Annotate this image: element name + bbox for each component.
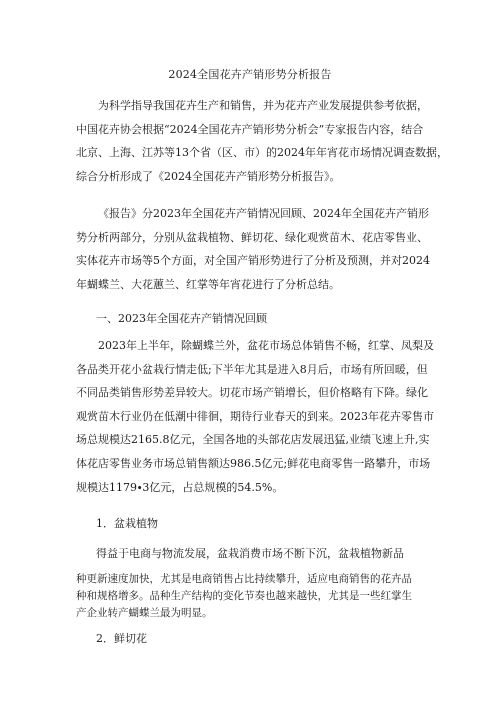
section-heading: 一、2023年全国花卉产销情况回顾 bbox=[96, 312, 267, 325]
report-line: 实体花卉市场等5个方面，对全国产销形势进行了分析及预测，并对2024 bbox=[76, 254, 430, 268]
subsection-paragraph bbox=[76, 571, 436, 622]
subsection-line: 种更新速度加快，尤其是电商销售占比持续攀升，适应电商销售的花卉品 bbox=[76, 573, 412, 585]
report-line: 《报告》分2023年全国花卉产销情况回顾、2024年全国花卉产销形 bbox=[98, 207, 429, 220]
intro-line: 中国花卉协会根据“2024全国花卉产销形势分析会”专家报告内容，结合 bbox=[76, 122, 424, 136]
intro-line: 北京、上海、江苏等13个省（区、市）的2024年年宵花市场情况调查数据， bbox=[76, 146, 448, 160]
section1-line: 规模达1179∙3亿元，占总规模的54.5%。 bbox=[76, 480, 284, 494]
intro-line: 为科学指导我国花卉生产和销售，并为花卉产业发展提供参考依据， bbox=[98, 99, 428, 112]
section1-paragraph bbox=[76, 334, 436, 499]
subsection-heading: 2．鲜切花 bbox=[96, 632, 147, 645]
subsection-line: 产企业转产蝴蝶兰最为明显。 bbox=[76, 607, 213, 619]
intro-line: 综合分析形成了《2024全国花卉产销形势分析报告》。 bbox=[76, 169, 341, 183]
document-title: 2024全国花卉产销形势分析报告 bbox=[168, 68, 332, 81]
subsection-line: 种和规格增多。品种生产结构的变化节奏也越来越快，尤其是一些红掌生 bbox=[76, 590, 412, 602]
subsection-heading: 1．盆栽植物 bbox=[96, 517, 158, 530]
report-line: 势分析两部分，分别从盆栽植物、鲜切花、绿化观赏苗木、花店零售业、 bbox=[76, 230, 428, 244]
section1-line: 不同品类销售形势差异较大。切花市场产销增长，但价格略有下降。绿化 bbox=[76, 386, 428, 400]
intro-paragraph bbox=[76, 94, 448, 188]
section1-line: 场总规模达2165.8亿元，全国各地的头部花店发展迅猛,业绩飞速上升,实 bbox=[76, 433, 430, 447]
section1-line: 体花店零售业务市场总销售额达986.5亿元;鲜花电商零售一路攀升，市场 bbox=[76, 456, 431, 470]
section1-line: 观赏苗木行业仍在低潮中徘徊，期待行业春天的到来。2023年花卉零售市 bbox=[76, 409, 434, 423]
section1-line: 2023年上半年，除蝴蝶兰外，盆花市场总体销售不畅，红掌、凤梨及 bbox=[98, 339, 434, 352]
report-line: 年蝴蝶兰、大花蕙兰、红掌等年宵花进行了分析总结。 bbox=[76, 277, 340, 291]
section1-line: 各品类开花小盆栽行情走低;下半年尤其是进入8月后，市场有所回暖，但 bbox=[76, 362, 428, 376]
report-paragraph bbox=[76, 202, 436, 296]
subsection-first-line: 得益于电商与物流发展，盆栽消费市场不断下沉，盆栽植物新品 bbox=[96, 547, 404, 560]
